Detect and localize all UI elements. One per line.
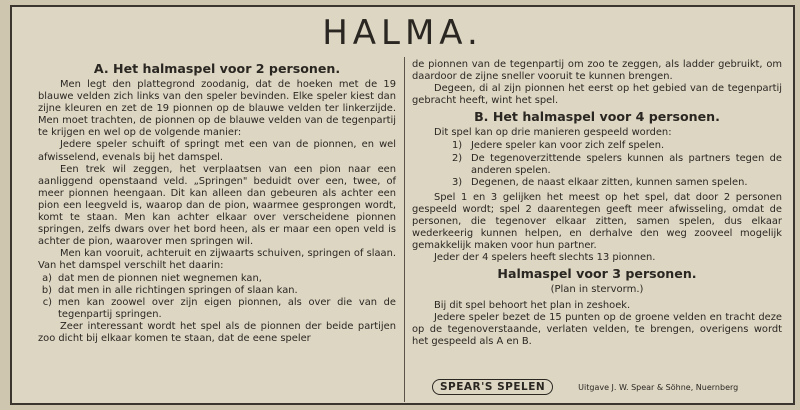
section-a-paragraph-4: Men kan vooruit, achteruit en zijwaarts schuiven, springen of slaan. Van het damspel verschilt het daarin: [38, 248, 396, 272]
section-3-paragraph-1: Bij dit spel behoort het plan in zeshoek. [434, 299, 631, 311]
continuation-paragraph: de pionnen van de tegenpartij om zoo te zeggen, als ladder gebruikt, om daardoor de zijne sneller vooruit te kunnen brengen. [412, 59, 782, 83]
list-marker: 1) [452, 140, 463, 152]
list-item [38, 273, 396, 285]
section-b-paragraph-2: Jeder der 4 spelers heeft slechts 13 pionnen. [434, 252, 656, 264]
list-item [38, 297, 396, 321]
section-a-paragraph-1: Men legt den plattegrond zoodanig, dat de hoeken met de 19 blauwe velden zich links van den speler bevinden. Elke speler kiest dan zijne kleuren en zet de 19 pionnen op de blauwe velden ter linkerzijde. Men moet trachten, de pionnen op de blauwe velden van de tegenpartij te krijgen en wel op de volgende manier: [38, 79, 396, 139]
list-marker: c) [42, 296, 52, 308]
list-item [452, 177, 782, 189]
section-a-heading: A. Het halmaspel voor 2 personen. [93, 61, 341, 76]
column-divider [404, 57, 405, 402]
publisher-text: Uitgave J. W. Spear & Söhne, Nuernberg [578, 382, 739, 392]
page-title: HALMA. [322, 13, 483, 53]
list-text: De tegenoverzittende spelers kunnen als partners tegen de anderen spelen. [471, 152, 782, 176]
section-a-paragraph-2: Jedere speler schuift of springt met een van de pionnen, en wel afwisselend, evenals bij het damspel. [38, 139, 396, 163]
list-text: men kan zoowel over zijn eigen pionnen, als over die van de tegenpartij springen. [58, 296, 396, 320]
section-b-paragraph-1: Spel 1 en 3 gelijken het meest op het spel, dat door 2 personen gespeeld wordt; spel 2 daarentegen geeft meer afwisseling, omdat de personen, die tegenover elkaar zitten, samen spelen, dus elkaar wederkeerig kunnen helpen, en derhalve den weg zooveel mogelijk gemakkelijk maken voor hun partner. [412, 191, 782, 252]
right-column [412, 59, 782, 348]
list-item [452, 140, 782, 152]
list-text: Degenen, de naast elkaar zitten, kunnen samen spelen. [471, 176, 748, 188]
list-text: dat men in alle richtingen springen of slaan kan. [58, 284, 298, 296]
section-b-intro: Dit spel kan op drie manieren gespeeld worden: [434, 127, 672, 139]
play-modes-list [452, 140, 782, 188]
footer [432, 375, 782, 399]
list-marker: b) [41, 284, 52, 296]
list-text: Jedere speler kan voor zich zelf spelen. [471, 140, 665, 152]
list-marker: 3) [452, 176, 463, 188]
list-marker: 2) [452, 152, 463, 164]
list-item [38, 285, 396, 297]
section-3-paragraph-2: Jedere speler bezet de 15 punten op de groene velden en tracht deze op de tegenoverstaande, verlaten velden, te brengen, overigens wordt het gespeeld als A en B. [412, 311, 782, 347]
list-text: dat men de pionnen niet wegnemen kan, [58, 272, 262, 284]
section-a-paragraph-3: Een trek wil zeggen, het verplaatsen van een pion naar een aanliggend openstaand veld. „Springen" beduidt over een, twee, of meer pionnen heengaan. Dit kan alleen dan gebeuren als achter een pion een leegveld is, waarop dan de pion, waarmee gesprongen wordt, komt te staan. Men kan achter elkaar over verscheidene pionnen springen, zelfs dwars over het bord heen, als er maar een open veld is achter de pion, waarover men springen wil. [38, 163, 396, 248]
list-marker: a) [42, 272, 52, 284]
spears-logo: SPEAR'S SPELEN [432, 379, 553, 395]
rule-differences-list [38, 273, 396, 321]
section-3-subtitle: (Plan in stervorm.) [550, 284, 644, 296]
rules-sheet [10, 5, 795, 405]
section-b-heading: B. Het halmaspel voor 4 personen. [474, 109, 720, 125]
section-a-paragraph-5: Zeer interessant wordt het spel als de pionnen der beide partijen zoo dicht bij elkaar komen te staan, dat de eene speler [38, 320, 396, 344]
left-column [38, 59, 396, 345]
section-3-heading: Halmaspel voor 3 personen. [497, 266, 697, 282]
winner-paragraph: Degeen, di al zijn pionnen het eerst op het gebied van de tegenpartij gebracht heeft, wint het spel. [412, 83, 782, 107]
list-item [452, 153, 782, 177]
